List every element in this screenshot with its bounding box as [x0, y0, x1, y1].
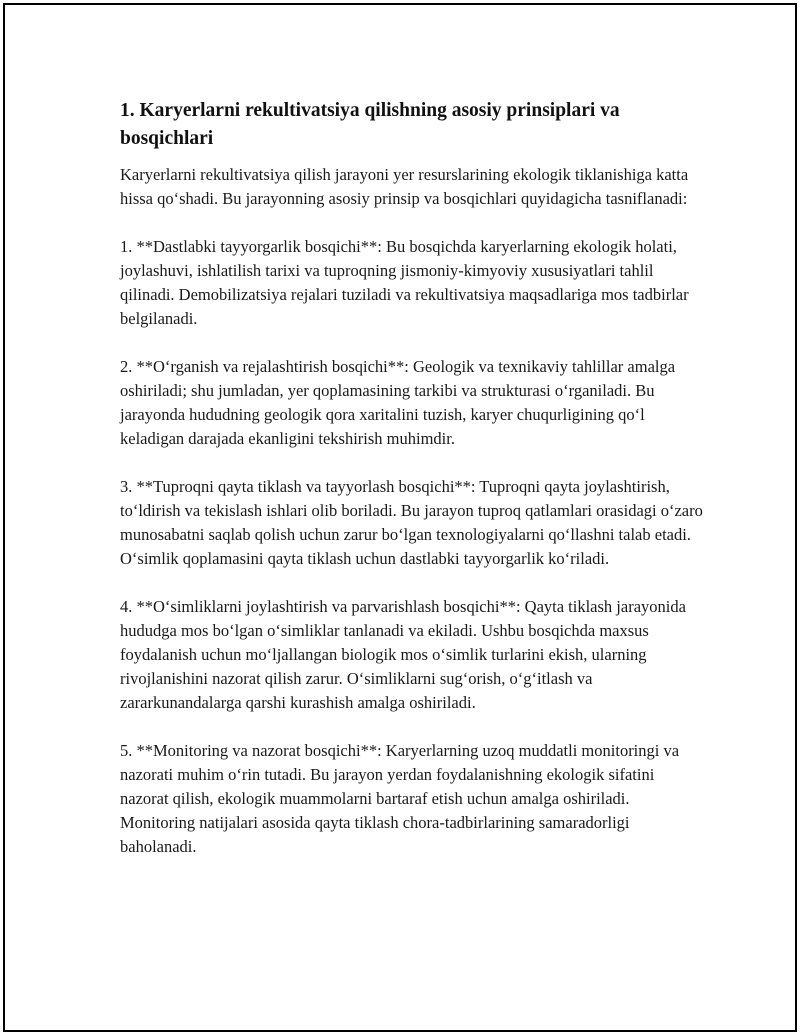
- document-title: 1. Karyerlarni rekultivatsiya qilishning asosiy prinsiplari va bosqichlari: [120, 100, 620, 149]
- step-paragraph-4: 4. **O‘simliklarni joylashtirish va parvarishlash bosqichi**: Qayta tiklash jarayonida hududga mos bo‘lgan o‘simliklar tanlanadi va ekiladi. Ushbu bosqichda maxsus foydalanish uchun mo‘ljallangan biologik mos o‘simlik turlarini ekish, ularning rivojlanishini nazorat qilish zarur. O‘simliklarni sug‘orish, o‘g‘itlash va zararkunandalarga qarshi kurashish amalga oshiriladi.: [120, 597, 686, 712]
- document-body: [120, 97, 705, 883]
- step-paragraph-1: 1. **Dastlabki tayyorgarlik bosqichi**: Bu bosqichda karyerlarning ekologik holati, joylashuvi, ishlatilish tarixi va tuproqning jismoniy-kimyoviy xususiyatlari tahlil qilinadi. Demobilizatsiya rejalari tuziladi va rekultivatsiya maqsadlariga mos tadbirlar belgilanadi.: [120, 237, 689, 328]
- step-paragraph-5: 5. **Monitoring va nazorat bosqichi**: Karyerlarning uzoq muddatli monitoringi va nazorati muhim o‘rin tutadi. Bu jarayon yerdan foydalanishning ekologik sifatini nazorat qilish, ekologik muammolarni bartaraf etish uchun amalga oshiriladi. Monitoring natijalari asosida qayta tiklash chora-tadbirlarining samaradorligi baholanadi.: [120, 741, 680, 856]
- step-paragraph-3: 3. **Tuproqni qayta tiklash va tayyorlash bosqichi**: Tuproqni qayta joylashtirish, to‘ldirish va tekislash ishlari olib boriladi. Bu jarayon tuproq qatlamlari orasidagi o‘zaro munosabatni saqlab qolish uchun zarur bo‘lgan texnologiyalarni qo‘llashni talab etadi. O‘simlik qoplamasini qayta tiklash uchun dastlabki tayyorgarlik ko‘riladi.: [120, 477, 703, 568]
- document-page: [3, 3, 797, 1032]
- intro-paragraph: Karyerlarni rekultivatsiya qilish jarayoni yer resurslarining ekologik tiklanishiga katta hissa qo‘shadi. Bu jarayonning asosiy prinsip va bosqichlari quyidagicha tasniflanadi:: [120, 165, 689, 208]
- step-paragraph-2: 2. **O‘rganish va rejalashtirish bosqichi**: Geologik va texnikaviy tahlillar amalga oshiriladi; shu jumladan, yer qoplamasining tarkibi va strukturasi o‘rganiladi. Bu jarayonda hududning geologik qora xaritalini tuzish, karyer chuqurligining qo‘l keladigan darajada ekanligini tekshirish muhimdir.: [120, 357, 676, 448]
